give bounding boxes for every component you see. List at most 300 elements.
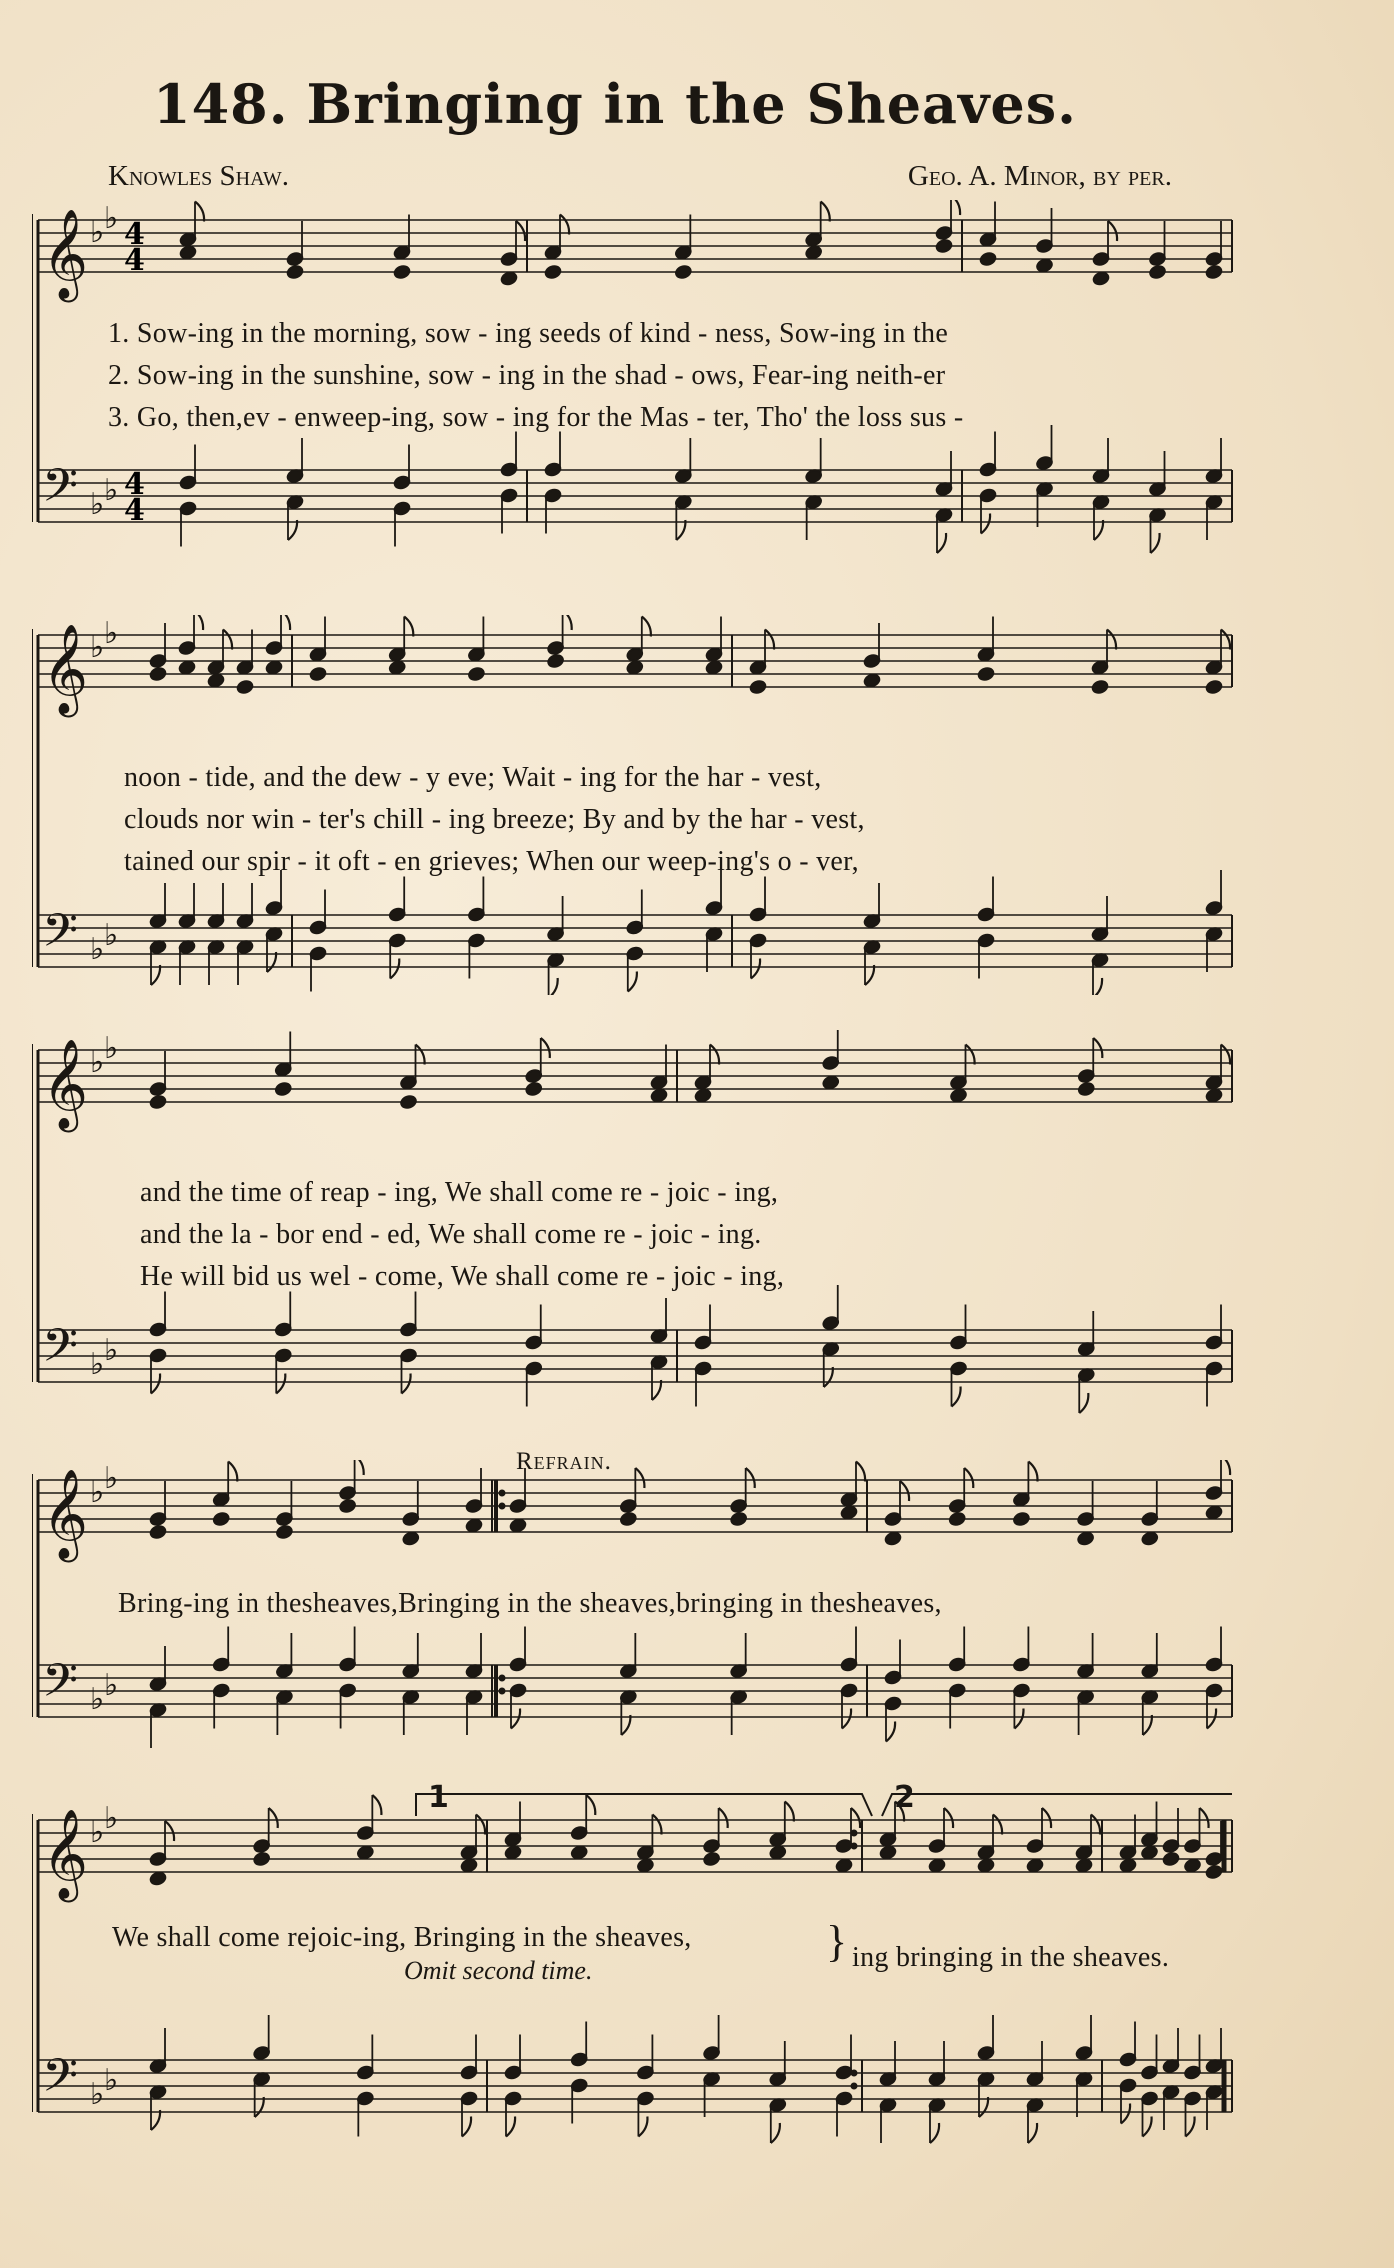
lyric-line-verse-1: 1. Sow-ing in the morning, sow - ing seeds of kind - ness, Sow-ing in the [108,318,949,349]
note [1141,1845,1159,1860]
note [1075,2071,1093,2117]
note [467,933,485,979]
note [705,660,723,675]
note [179,445,197,491]
note [178,883,196,929]
note [400,1094,418,1109]
note [504,2035,522,2081]
note [1162,1851,1180,1866]
note [977,1815,1002,1861]
note [1077,1689,1095,1735]
note [705,617,723,663]
music-system-1 [32,200,1242,570]
key-signature-flat: ♭ [104,2063,119,2098]
note [636,2091,654,2137]
note [749,630,774,676]
key-signature-flat: ♭ [90,487,105,522]
note [1205,494,1223,540]
note [694,1045,719,1091]
note [149,1821,174,1867]
note [1141,1802,1159,1848]
note [879,2097,897,2143]
hymn-number: 148. [153,72,289,136]
note [275,1481,293,1527]
note [674,264,692,279]
note [1205,1361,1223,1407]
note [636,1815,661,1861]
note [1184,2035,1202,2081]
note [730,1689,748,1735]
key-signature-flat: ♭ [104,1461,119,1496]
note [286,494,304,540]
note [179,245,197,260]
music-system-2 [32,615,1242,995]
note [467,877,485,923]
note [179,501,197,547]
note [149,1051,167,1097]
note [928,2041,946,2087]
note [636,2035,654,2081]
music-system-4 [32,1440,1242,1750]
note [500,488,518,534]
note [388,933,406,979]
note [149,1348,167,1394]
note [1036,425,1054,471]
note [619,1468,644,1514]
note [149,1481,167,1527]
key-signature-flat: ♭ [90,1347,105,1382]
note [388,877,406,923]
note [402,1531,420,1546]
note [509,1518,527,1533]
note [1077,1531,1095,1546]
treble-clef-icon: 𝄞 [42,209,89,299]
key-signature-flat: ♭ [90,630,105,665]
omit-second-time-note: Omit second time. [404,1956,593,1985]
treble-clef-icon: 𝄞 [42,1809,89,1899]
note [570,2022,588,2068]
note [467,617,485,663]
note [1012,1462,1037,1508]
note [863,623,881,669]
treble-staff [38,1050,1232,1102]
note [950,1045,975,1091]
note [544,432,562,478]
note [705,926,723,972]
key-signature-flat: ♭ [90,1045,105,1080]
time-signature: 4 [124,467,145,502]
note [212,1462,237,1508]
lyric-line-verse-3: tained our spir - it oft - en grieves; When our weep-ing's o - ver, [124,846,859,877]
note [1077,1081,1095,1096]
note [928,2097,946,2143]
note [236,883,254,929]
note [388,660,406,675]
second-ending-bracket [882,1794,1232,1816]
repeat-dot [851,2083,858,2090]
note [950,1361,968,1407]
key-signature-flat: ♭ [90,2077,105,2112]
note [504,1802,522,1848]
note [1092,438,1110,484]
system-brace [32,629,33,967]
key-signature-flat: ♭ [104,1668,119,1703]
note [509,1468,527,1514]
note [339,1627,357,1673]
bass-staff [38,2060,1232,2112]
key-signature-flat: ♭ [104,1801,119,1836]
note [769,2041,787,2087]
note [149,1292,167,1338]
note [460,2035,478,2081]
note [619,1689,637,1735]
note [388,617,413,663]
note [703,2071,721,2117]
note [626,617,651,663]
note [626,946,644,992]
treble-clef-icon: 𝄞 [42,1039,89,1129]
note [149,939,167,985]
note [253,2071,271,2117]
note [570,1795,595,1841]
note [840,1683,858,1729]
note [400,1348,418,1394]
treble-clef-icon: 𝄞 [42,1469,89,1559]
note [1036,258,1054,273]
note [393,501,411,547]
note [525,1361,543,1407]
note [253,1851,271,1866]
lyric-brace: } [826,1917,848,1966]
note [636,1858,654,1873]
note [570,2078,588,2124]
note [749,877,767,923]
note [149,2084,167,2130]
note [1141,1481,1159,1527]
note [402,1689,420,1735]
refrain-label: Refrain. [516,1448,612,1475]
note [393,264,411,279]
note [694,1305,712,1351]
note [393,445,411,491]
note [703,2015,721,2061]
note [149,623,167,669]
note [1091,896,1109,942]
note [1149,221,1167,267]
note [1119,1858,1137,1873]
note [570,1845,588,1860]
note [674,215,692,261]
repeat-dot [499,1490,506,1497]
key-signature-flat: ♭ [104,616,119,651]
note [977,2015,995,2061]
note [236,679,254,694]
note [207,883,225,929]
note [212,1627,230,1673]
hymn-title: Bringing in the Sheaves. [306,72,1077,136]
lyric-line-verse-2: 2. Sow-ing in the sunshine, sow - ing in the shad - ows, Fear-ing neith-er [108,360,946,391]
note [822,1075,840,1090]
note [769,2097,787,2143]
note [544,488,562,534]
note [149,2028,167,2074]
note [460,1858,478,1873]
treble-staff [38,1820,1232,1872]
note [619,1511,637,1526]
note [1077,1038,1102,1084]
note [979,202,997,248]
lyric-line-verse-2: clouds nor win - ter's chill - ing breeze; By and by the har - vest, [124,804,865,835]
note [1119,1815,1137,1861]
note [977,666,995,681]
system-brace [32,1044,33,1382]
note [1205,1088,1223,1103]
note [286,221,304,267]
system-brace [32,1814,33,2112]
repeat-dot [851,1830,858,1837]
note [1205,1627,1223,1673]
note [650,1354,668,1400]
music-system-3 [32,1030,1242,1420]
note [749,679,767,694]
lyricist-credit: Knowles Shaw. [108,160,290,192]
note [1119,2078,1137,2124]
note [179,202,204,248]
note [1141,1531,1159,1546]
note [805,438,823,484]
note [1205,1305,1223,1351]
note [979,432,997,478]
note [274,1348,292,1394]
note [253,1808,278,1854]
note [1205,1864,1223,1879]
note [950,1088,968,1103]
note [356,2091,374,2137]
bass-clef-icon: 𝄢 [42,1654,79,1719]
note [309,617,327,663]
note [1077,1367,1095,1413]
note [1205,679,1223,694]
note [730,1468,755,1514]
note [309,890,327,936]
note [504,2091,522,2137]
key-signature-flat: ♭ [90,215,105,250]
key-signature-flat: ♭ [90,1475,105,1510]
note [1092,494,1110,540]
note [500,432,518,478]
note [460,1815,485,1861]
note [1205,221,1223,267]
note [275,1689,293,1735]
lyric-line-refrain: We shall come rejoic-ing, Bringing in the sheaves, [112,1922,692,1953]
note [977,877,995,923]
note [977,617,995,663]
note [265,926,283,972]
note [1205,264,1223,279]
note [465,1518,483,1533]
note [835,1858,853,1873]
note [275,1633,293,1679]
note [1205,2084,1223,2130]
note [1205,1505,1223,1520]
note [1092,271,1110,286]
note [948,1468,973,1514]
system-brace [32,214,33,522]
note [835,2091,853,2137]
note [1026,1858,1044,1873]
note [979,251,997,266]
note [822,1341,840,1387]
note [805,245,823,260]
bass-staff [38,1330,1232,1382]
note [212,1683,230,1729]
lyric-line-verse-2: and the la - bor end - ed, We shall come re - joic - ing. [140,1219,762,1250]
note [1184,1808,1209,1854]
treble-staff [38,220,1232,272]
note [509,1683,527,1729]
note [730,1633,748,1679]
note [1075,2015,1093,2061]
note [547,653,565,668]
note [1077,1633,1095,1679]
note [769,1845,787,1860]
bass-staff [38,470,1232,522]
note [1205,630,1230,676]
note [460,2091,478,2137]
lyric-line-verse-3: 3. Go, then,ev - enweep-ing, sow - ing for the Mas - ter, Tho' the loss sus - [108,402,964,433]
note [236,630,254,676]
note [928,1808,953,1854]
bass-clef-icon: 𝄢 [42,2049,79,2114]
key-signature-flat: ♭ [90,1815,105,1850]
note [863,939,881,985]
note [879,1845,897,1860]
time-signature: 4 [124,493,145,528]
note [467,666,485,681]
note [356,2035,374,2081]
note [1149,264,1167,279]
note [1091,952,1109,995]
note [544,215,569,261]
note [178,939,196,985]
note [1162,2084,1180,2130]
repeat-dot [851,1843,858,1850]
note [863,883,881,929]
time-signature: 4 [124,243,145,278]
note [500,271,518,286]
lyric-line-verse-1: and the time of reap - ing, We shall come re - joic - ing, [140,1177,779,1208]
note [977,2071,995,2117]
note [1162,2028,1180,2074]
note [402,1481,420,1527]
note [650,1088,668,1103]
note [149,1646,167,1692]
note [769,1802,794,1848]
note [1205,438,1223,484]
note [1026,2041,1044,2087]
note [1119,2022,1137,2068]
note [948,1627,966,1673]
note [309,946,327,992]
note [274,1081,292,1096]
note [1012,1511,1030,1526]
note [703,1808,728,1854]
note [1141,1633,1159,1679]
note [525,1038,550,1084]
note [884,1696,902,1742]
hymn-title-line [0,72,1230,136]
note [1141,2035,1159,2081]
note [236,939,254,985]
note [1184,1858,1202,1873]
note [339,1498,357,1513]
note [356,1845,374,1860]
note [525,1081,543,1096]
note [1026,2097,1044,2143]
note [465,1468,483,1514]
note [149,1524,167,1539]
note [884,1481,909,1527]
note [1092,221,1117,267]
note [1075,1815,1100,1861]
note [805,494,823,540]
note [339,1683,357,1729]
note [1184,2091,1202,2137]
note [626,660,644,675]
note [626,890,644,936]
system-brace [32,1474,33,1717]
note [694,1088,712,1103]
note [1205,1683,1223,1729]
bass-clef-icon: 𝄢 [42,904,79,969]
note [674,494,692,540]
note [525,1305,543,1351]
note [977,1858,995,1873]
note [400,1292,418,1338]
note [979,488,997,534]
note [1205,1045,1230,1091]
bass-clef-icon: 𝄢 [42,1319,79,1384]
note [1141,1689,1159,1735]
note [674,438,692,484]
repeat-dot [499,1503,506,1510]
lyric-line-refrain: Bring-ing in thesheaves,Bringing in the sheaves,bringing in thesheaves, [118,1588,942,1619]
note [835,2035,853,2081]
key-signature-flat: ♭ [90,932,105,967]
note [1026,1808,1051,1854]
composer-credit: Geo. A. Minor, by per. [907,160,1172,192]
note [805,202,830,248]
note [1205,870,1223,916]
note [1162,1808,1180,1854]
note [149,1094,167,1109]
note [840,1627,858,1673]
note [948,1683,966,1729]
note [149,1702,167,1748]
music-system-5 [32,1780,1242,2150]
key-signature-flat: ♭ [104,918,119,953]
note [504,1845,522,1860]
note [465,1689,483,1735]
repeat-dot [499,1675,506,1682]
treble-clef-icon: 𝄞 [42,624,89,714]
note [619,1633,637,1679]
note [749,933,767,979]
note [275,1524,293,1539]
repeat-dot [499,1688,506,1695]
note [950,1305,968,1351]
note [884,1531,902,1546]
